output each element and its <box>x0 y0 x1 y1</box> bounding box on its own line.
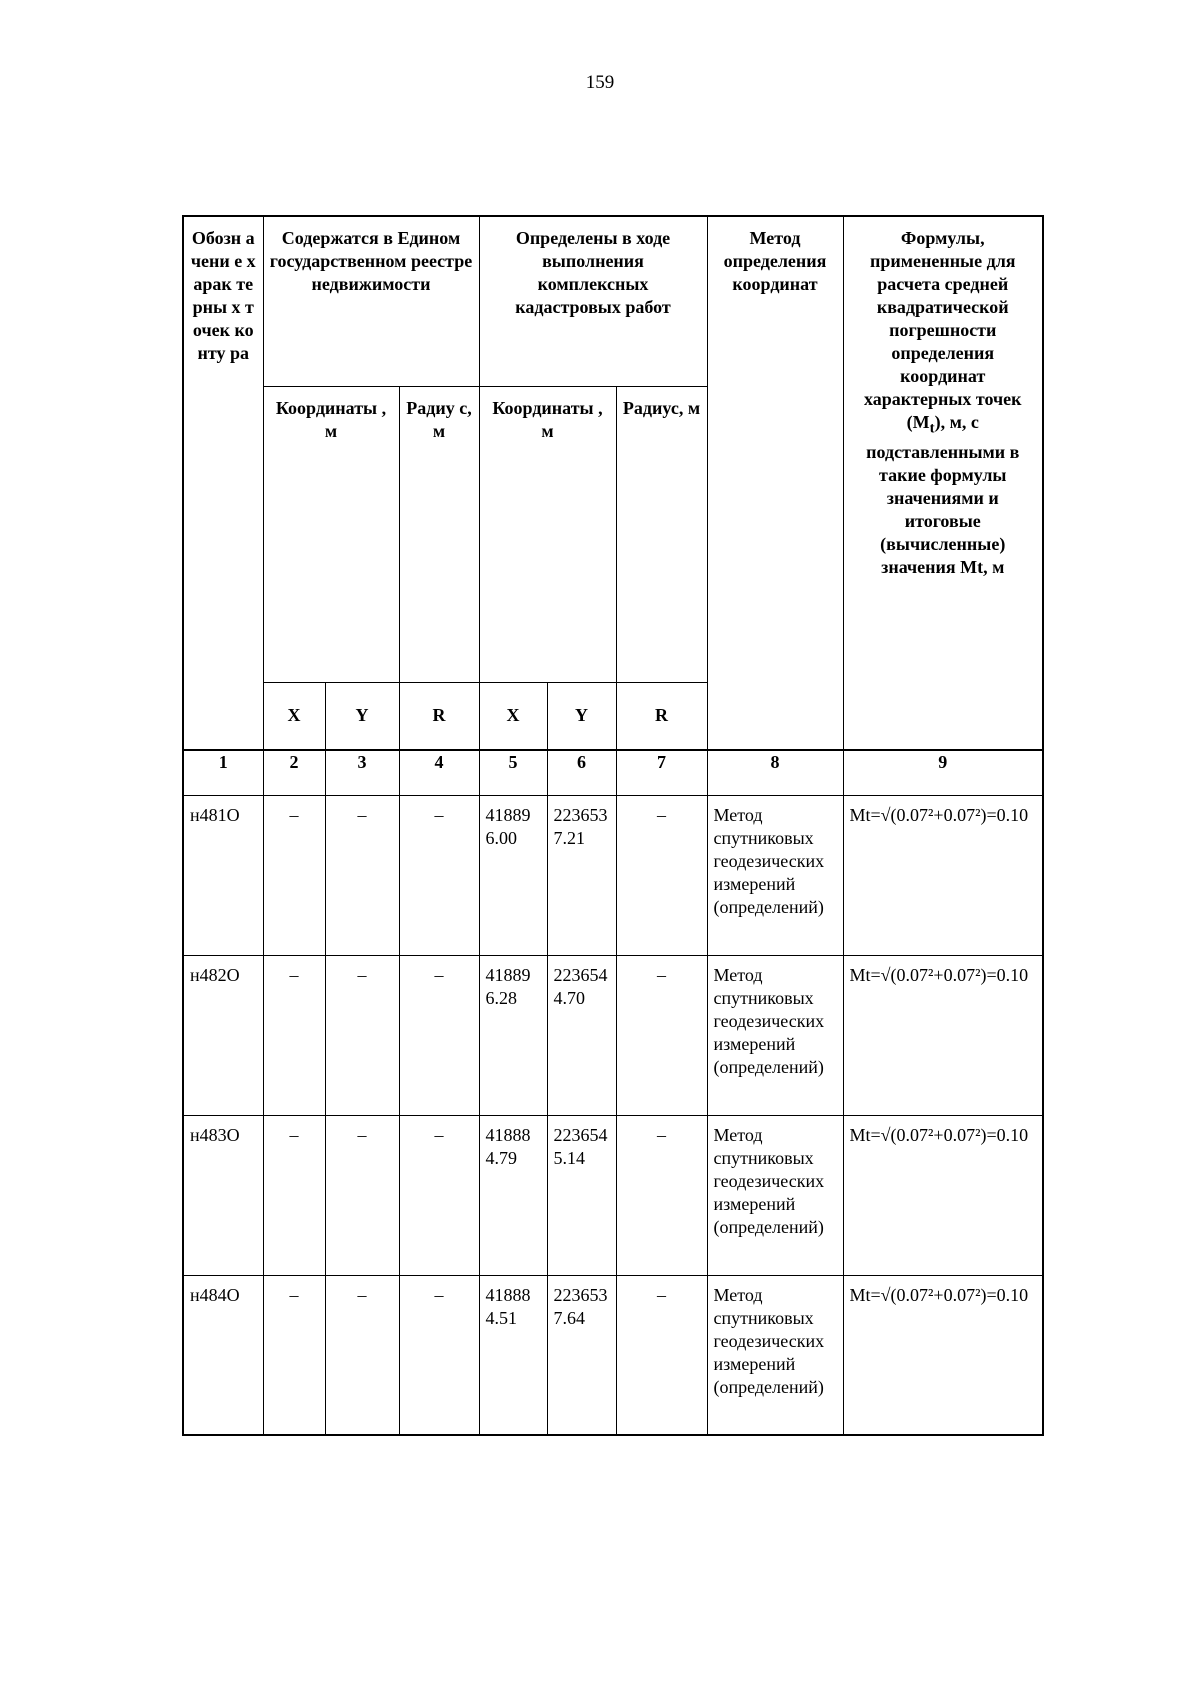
column-numbers-row <box>183 750 1043 795</box>
method-value: Метод спутниковых геодезических измерений (определений) <box>707 1275 843 1435</box>
r-value: – <box>616 1115 707 1275</box>
point-id: н482О <box>183 955 263 1115</box>
egrn-x-value: – <box>263 955 325 1115</box>
column-number: 3 <box>325 750 399 795</box>
method-value: Метод спутниковых геодезических измерений (определений) <box>707 795 843 955</box>
table-row <box>183 1115 1043 1275</box>
egrn-r-value: – <box>399 795 479 955</box>
r-value: – <box>616 795 707 955</box>
egrn-r-value: – <box>399 1275 479 1435</box>
header-kkr-x: X <box>479 682 547 750</box>
header-formula-text-end: ), м, с подставленными в такие формулы значениями и итоговые (вычисленные) значения Mt, м <box>866 412 1020 577</box>
header-kkr-r: R <box>616 682 707 750</box>
column-number: 5 <box>479 750 547 795</box>
column-number: 7 <box>616 750 707 795</box>
column-number: 1 <box>183 750 263 795</box>
header-egrn-x: X <box>263 682 325 750</box>
egrn-x-value: – <box>263 1275 325 1435</box>
table-row <box>183 795 1043 955</box>
header-egrn-coordinates: Координаты , м <box>263 386 399 682</box>
egrn-y-value: – <box>325 1115 399 1275</box>
header-formula-text: Формулы, примененные для расчета средней квадратической погрешности определения координат характерных точек (M <box>863 228 1022 432</box>
point-id: н483О <box>183 1115 263 1275</box>
formula-value: Mt=√(0.07²+0.07²)=0.10 <box>843 795 1043 955</box>
egrn-x-value: – <box>263 1115 325 1275</box>
y-value: 2236545.14 <box>547 1115 616 1275</box>
header-egrn-radius: Радиу с, м <box>399 386 479 682</box>
egrn-y-value: – <box>325 955 399 1115</box>
header-designation: Обозн ачени е харак терны х точек конту ра <box>183 216 263 750</box>
point-id: н484О <box>183 1275 263 1435</box>
column-number: 2 <box>263 750 325 795</box>
header-kkr-coordinates: Координаты , м <box>479 386 616 682</box>
column-number: 6 <box>547 750 616 795</box>
y-value: 2236544.70 <box>547 955 616 1115</box>
method-value: Метод спутниковых геодезических измерений (определений) <box>707 1115 843 1275</box>
header-egrn-y: Y <box>325 682 399 750</box>
header-kkr-radius: Радиус, м <box>616 386 707 682</box>
header-formula <box>843 216 1043 750</box>
column-number: 8 <box>707 750 843 795</box>
point-id: н481О <box>183 795 263 955</box>
page-number: 159 <box>585 72 615 93</box>
column-number: 4 <box>399 750 479 795</box>
header-formula-subscript: t <box>929 420 935 437</box>
x-value: 418884.51 <box>479 1275 547 1435</box>
x-value: 418896.28 <box>479 955 547 1115</box>
header-group-egrn: Содержатся в Едином государственном реестре недвижимости <box>263 216 479 386</box>
egrn-r-value: – <box>399 1115 479 1275</box>
method-value: Метод спутниковых геодезических измерений (определений) <box>707 955 843 1115</box>
formula-value: Mt=√(0.07²+0.07²)=0.10 <box>843 1275 1043 1435</box>
header-row-groups <box>183 216 1043 386</box>
egrn-x-value: – <box>263 795 325 955</box>
egrn-r-value: – <box>399 955 479 1115</box>
egrn-y-value: – <box>325 1275 399 1435</box>
formula-value: Mt=√(0.07²+0.07²)=0.10 <box>843 1115 1043 1275</box>
x-value: 418896.00 <box>479 795 547 955</box>
x-value: 418884.79 <box>479 1115 547 1275</box>
formula-value: Mt=√(0.07²+0.07²)=0.10 <box>843 955 1043 1115</box>
y-value: 2236537.64 <box>547 1275 616 1435</box>
header-kkr-y: Y <box>547 682 616 750</box>
coordinates-table <box>182 215 1044 1436</box>
table-row <box>183 1275 1043 1435</box>
header-method: Метод определения координат <box>707 216 843 750</box>
header-egrn-r: R <box>399 682 479 750</box>
r-value: – <box>616 1275 707 1435</box>
egrn-y-value: – <box>325 795 399 955</box>
header-group-kkr: Определены в ходе выполнения комплексных кадастровых работ <box>479 216 707 386</box>
y-value: 2236537.21 <box>547 795 616 955</box>
r-value: – <box>616 955 707 1115</box>
table-row <box>183 955 1043 1115</box>
column-number: 9 <box>843 750 1043 795</box>
